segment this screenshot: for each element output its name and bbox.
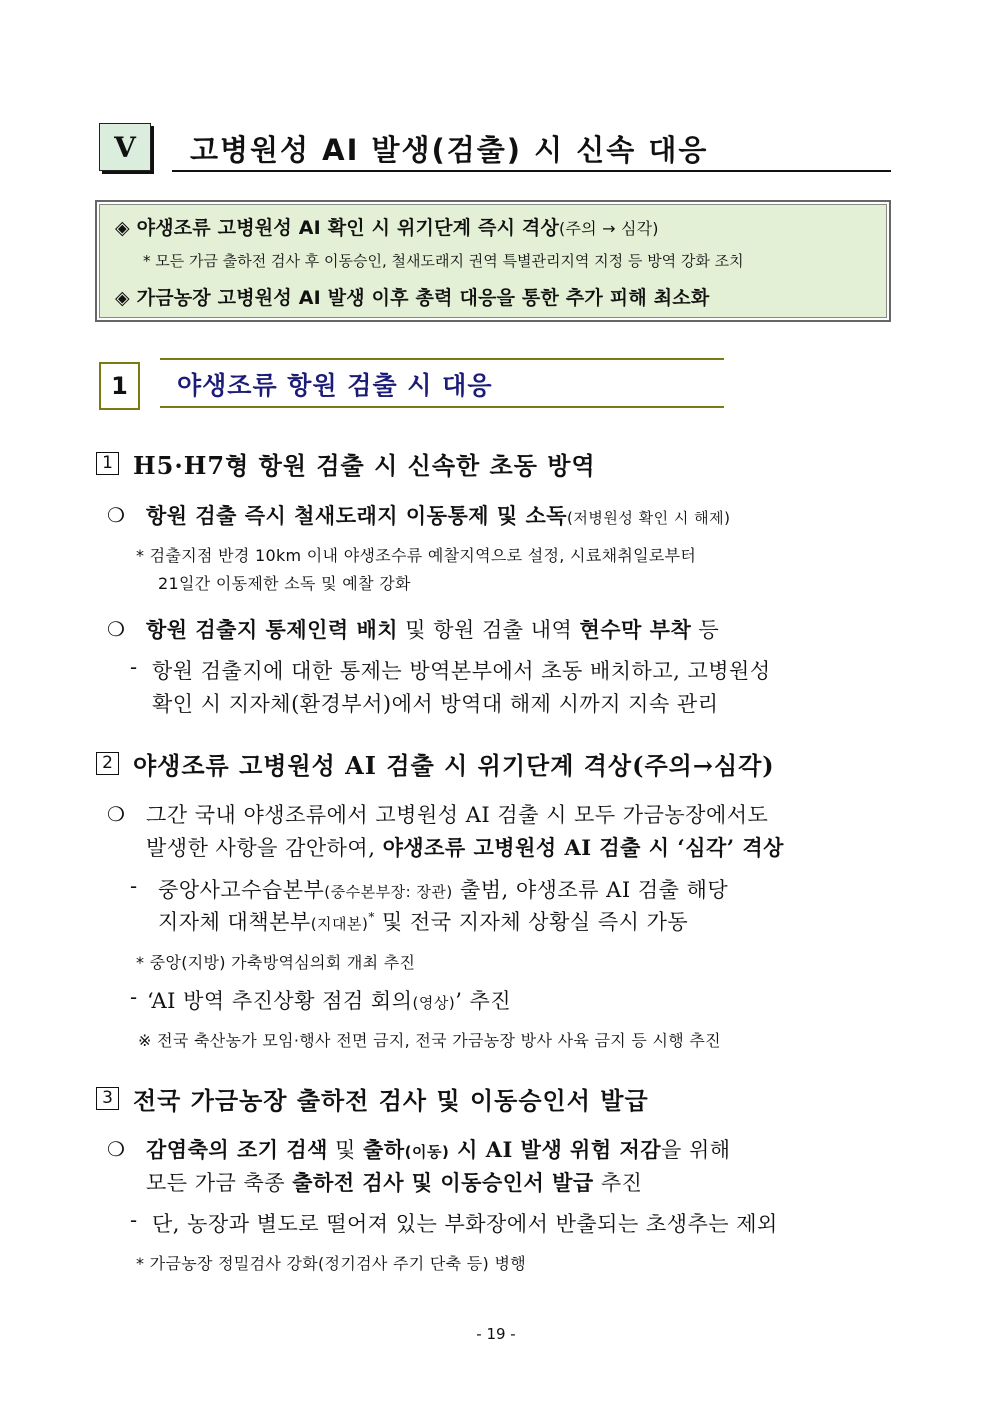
sub2-detail-1-line-1 [158,874,728,904]
circle-bullet-icon: ❍ [107,503,125,527]
sub1-bullet-2-mid: 및 항원 검출 내역 [398,618,580,642]
sub3-bold-2: 출하 [363,1137,405,1162]
circle-bullet-icon: ❍ [107,617,125,641]
summary-line-1 [115,213,659,240]
sub3-mid-1: 및 [327,1138,364,1162]
sub3-detail-1: 단, 농장과 별도로 떨어져 있는 부화장에서 반출되는 초생추는 제외 [152,1212,778,1236]
subsection-2-title: 야생조류 고병원성 AI 검출 시 위기단계 격상(주의→심각) [133,751,775,780]
sub2-detail-1-a: 중앙사고수습본부 [158,878,325,902]
circle-bullet-icon: ❍ [107,802,125,826]
summary-line-3 [115,283,709,310]
summary-line-3-text: 가금농장 고병원성 AI 발생 이후 총력 대응을 통한 추가 피해 최소화 [136,287,710,309]
dash-marker: - [130,874,138,898]
summary-note: * 모든 가금 출하전 검사 후 이동승인, 철새도래지 권역 특별관리지역 지정 등 방역 강화 조치 [143,252,744,270]
footnote-marker: * [368,910,375,924]
sub3-line-2-bold: 출하전 검사 및 이동승인서 발급 [292,1170,594,1195]
chapter-number-box [99,123,151,171]
sub2-bullet-1-line-2 [146,832,784,862]
sub1-bullet-2 [146,614,719,644]
sub2-bullet-1-bold: 야생조류 고병원성 AI 검출 시 ‘심각’ 격상 [382,835,784,860]
sub1-detail-line-1: 항원 검출지에 대한 통제는 방역본부에서 초동 배치하고, 고병원성 [152,659,771,683]
sub3-note: * 가금농장 정밀검사 강화(정기검사 주기 단축 등) 병행 [136,1254,526,1273]
subsection-3-number: 3 [96,1087,119,1110]
summary-line-1-text: 야생조류 고병원성 AI 확인 시 위기단계 즉시 격상 [136,217,560,239]
sub3-end: 을 위해 [661,1138,731,1162]
sub2-detail-1-paren: (중수본부장: 장관) [324,883,453,901]
sub2-bullet-1-line-1: 그간 국내 야생조류에서 고병원성 AI 검출 시 모두 가금농장에서도 [146,803,769,827]
subsection-1-number: 1 [96,452,119,475]
section-number-box [99,362,140,410]
sub2-note: * 중앙(지방) 가축방역심의회 개최 추진 [136,953,416,972]
sub2-reference-note: ※ 전국 축산농가 모임·행사 전면 금지, 전국 가금농장 방사 사육 금지 등 시행 추진 [138,1031,721,1050]
section-number: 1 [111,372,128,400]
subsection-2-number: 2 [96,752,119,775]
sub3-bold-1: 감염축의 조기 검색 [146,1137,328,1162]
chapter-title: 고병원성 AI 발생(검출) 시 신속 대응 [190,133,709,167]
page-number: - 19 - [476,1325,516,1343]
chapter-number: Ⅴ [114,130,136,164]
dash-marker: - [130,985,138,1009]
section-rule-top [160,358,724,360]
summary-line-1-paren: (주의 → 심각) [559,219,659,238]
chapter-underline [172,170,891,172]
sub2-detail-2-a: ‘AI 방역 추진상황 점검 회의 [147,989,413,1013]
sub3-paren: (이동) [404,1143,450,1161]
sub1-detail-line-2: 확인 시 지자체(환경부서)에서 방역대 해제 시까지 지속 관리 [152,692,719,716]
sub2-detail-1-line-2-paren: (지대본) [310,915,369,933]
sub2-detail-2 [147,985,511,1015]
sub1-note-line-2: 21일간 이동제한 소독 및 예찰 강화 [158,574,411,593]
sub1-bullet-2-bold-1: 항원 검출지 통제인력 배치 [146,617,399,642]
section-title: 야생조류 항원 검출 시 대응 [177,371,493,400]
sub2-detail-1-line-2-b: 및 전국 지자체 상황실 즉시 가동 [374,910,689,934]
sub1-bullet-2-bold-2: 현수막 부착 [579,617,692,642]
subsection-3-title: 전국 가금농장 출하전 검사 및 이동승인서 발급 [133,1086,649,1115]
dash-marker: - [130,1208,138,1232]
sub1-bullet-1-paren: (저병원성 확인 시 해제) [567,509,731,527]
section-rule-bottom [160,406,724,408]
diamond-bullet-icon: ◈ [115,217,130,239]
circle-bullet-icon: ❍ [107,1137,125,1161]
sub2-bullet-1-plain: 발생한 사항을 감안하여, [146,836,383,860]
sub3-bullet-1-line-1 [146,1134,731,1164]
sub1-bullet-1 [146,500,730,530]
sub3-line-2-end: 추진 [593,1171,643,1195]
diamond-bullet-icon: ◈ [115,287,130,309]
sub1-note-line-1: * 검출지점 반경 10km 이내 야생조수류 예찰지역으로 설정, 시료채취일로부터 [136,546,697,565]
summary-box [95,200,891,322]
sub2-detail-1-line-2-a: 지자체 대책본부 [158,910,311,934]
sub2-detail-1-b: 출범, 야생조류 AI 검출 해당 [452,878,729,902]
sub3-bold-3: 시 AI 발생 위험 저감 [449,1137,662,1162]
sub2-detail-2-b: ’ 추진 [455,989,512,1013]
sub1-bullet-1-bold: 항원 검출 즉시 철새도래지 이동통제 및 소독 [146,503,568,528]
dash-marker: - [130,655,138,679]
sub1-bullet-2-end: 등 [691,618,720,642]
sub3-line-2-plain: 모든 가금 축종 [146,1171,293,1195]
sub2-detail-1-line-2 [158,906,688,936]
subsection-1-title: H5·H7형 항원 검출 시 신속한 초동 방역 [133,451,596,480]
sub3-bullet-1-line-2 [146,1167,642,1197]
sub2-detail-2-paren: (영상) [412,994,456,1012]
